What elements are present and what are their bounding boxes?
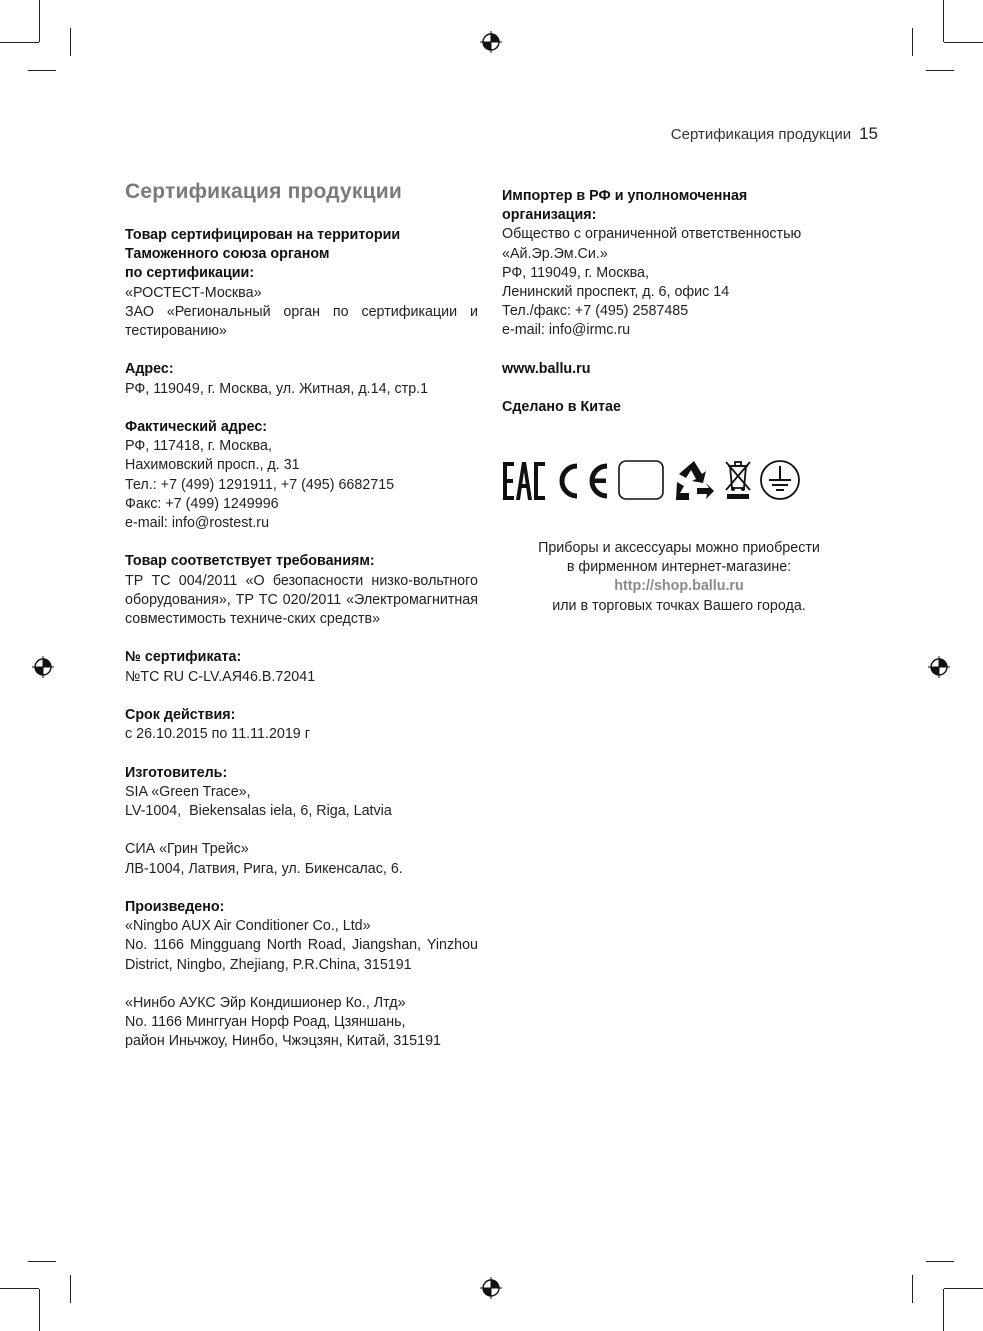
- text-line: No. 1166 Минггуан Норф Роад, Цзяншань,: [125, 1014, 406, 1031]
- text-paragraph: ЗАО «Региональный орган по сертификации и тестированию»: [125, 303, 478, 340]
- text-line: e-mail: info@irmc.ru: [502, 322, 631, 339]
- made-in-label: Сделано в Китае: [502, 399, 621, 416]
- crop-mark: [912, 1275, 913, 1303]
- text-line: РФ, 117418, г. Москва,: [125, 438, 272, 455]
- text-line: район Иньчжоу, Нинбо, Чжэцзян, Китай, 315191: [125, 1033, 441, 1050]
- importer-section: [502, 187, 852, 341]
- eac-mark: [502, 458, 546, 502]
- produced-ru-section: [125, 994, 478, 1052]
- text-line: Приборы и аксессуары можно приобрести: [538, 540, 820, 556]
- crop-mark: [28, 1261, 56, 1262]
- weee-bin-icon: [722, 458, 754, 502]
- certified-section: [125, 226, 478, 341]
- section-heading: Адрес:: [125, 361, 174, 378]
- crop-mark: [0, 42, 39, 43]
- text-line: e-mail: info@rostest.ru: [125, 515, 270, 532]
- text-line: «Нинбо АУКС Эйр Кондишионер Ко., Лтд»: [125, 994, 406, 1011]
- ground-icon: [758, 458, 802, 502]
- crop-mark: [39, 0, 40, 42]
- text-line: «Ай.Эр.Эм.Си.»: [502, 245, 608, 262]
- shop-url-link[interactable]: http://shop.ballu.ru: [614, 578, 744, 595]
- ce-mark: [552, 458, 612, 502]
- crop-mark: [39, 1289, 40, 1331]
- section-heading: Таможенного союза органом: [125, 246, 330, 263]
- website-link[interactable]: www.ballu.ru: [502, 360, 591, 377]
- text-line: «РОСТЕСТ-Москва»: [125, 284, 262, 301]
- section-heading: № сертификата:: [125, 649, 242, 666]
- text-line: Общество с ограниченной ответственностью: [502, 226, 802, 243]
- crop-mark: [912, 28, 913, 56]
- section-heading: Импортер в РФ и уполномоченная: [502, 188, 748, 204]
- section-heading: Срок действия:: [125, 707, 236, 723]
- text-line: ЛВ-1004, Латвия, Рига, ул. Бикенсалас, 6.: [125, 860, 403, 877]
- text-line: Нахимовский просп., д. 31: [125, 457, 300, 474]
- crop-mark: [70, 28, 71, 56]
- produced-section: [125, 898, 478, 975]
- section-heading: Фактический адрес:: [125, 419, 268, 435]
- left-column: [125, 226, 478, 1071]
- crop-mark: [926, 70, 954, 71]
- text-line: или в торговых точках Вашего города.: [552, 597, 806, 614]
- crop-mark: [944, 42, 983, 43]
- requirements-section: [125, 552, 478, 629]
- text-line: РФ, 119049, г. Москва,: [502, 264, 649, 281]
- crop-mark: [943, 1289, 944, 1331]
- registration-mark-icon: [480, 31, 502, 53]
- crop-mark: [926, 1261, 954, 1262]
- text-line: «Ningbo AUX Air Conditioner Co., Ltd»: [125, 918, 371, 935]
- crop-mark: [0, 1288, 39, 1289]
- section-heading: Товар сертифицирован на территории: [125, 227, 401, 243]
- registration-mark-icon: [32, 656, 54, 678]
- text-line: №ТС RU C-LV.АЯ46.В.72041: [125, 668, 316, 685]
- manufacturer-section: [125, 764, 478, 822]
- registration-mark-icon: [480, 1277, 502, 1299]
- text-line: РФ, 119049, г. Москва, ул. Житная, д.14, стр.1: [125, 380, 429, 397]
- actual-address-section: [125, 418, 478, 533]
- certificate-section: [125, 648, 478, 686]
- text-line: с 26.10.2015 по 11.11.2019 г: [125, 726, 310, 743]
- text-paragraph: No. 1166 Mingguang North Road, Jiangshan, Yinzhou District, Ningbo, Zhejiang, P.R.China, 315191: [125, 937, 478, 973]
- address-section: [125, 360, 478, 398]
- recycle-icon: [672, 458, 716, 502]
- text-line: в фирменном интернет-магазине:: [566, 559, 792, 576]
- section-heading: Изготовитель:: [125, 764, 228, 781]
- text-line: Факс: +7 (499) 1249996: [125, 495, 279, 512]
- text-line: Тел.: +7 (499) 1291911, +7 (495) 6682715: [125, 476, 395, 493]
- blank-mark: [617, 458, 665, 502]
- crop-mark: [943, 0, 944, 42]
- crop-mark: [944, 1288, 983, 1289]
- validity-section: [125, 706, 478, 744]
- section-heading: по сертификации:: [125, 265, 255, 282]
- text-paragraph: ТР ТС 004/2011 «О безопасности низко-вольтного оборудования», ТР ТС 020/2011 «Электромагнитная совместимость техниче-ских средств»: [125, 572, 478, 628]
- section-heading: организация:: [502, 207, 597, 224]
- certification-marks: [502, 458, 802, 502]
- crop-mark: [28, 70, 56, 71]
- text-line: СИА «Грин Трейс»: [125, 841, 249, 858]
- running-header: [560, 124, 878, 144]
- manufacturer-ru-section: [125, 840, 478, 878]
- shop-note: [500, 539, 858, 616]
- page-number: 15: [859, 124, 878, 143]
- registration-mark-icon: [928, 656, 950, 678]
- text-line: LV-1004, Biekensalas iela, 6, Riga, Latvia: [125, 803, 392, 819]
- page-title: Сертификация продукции: [125, 180, 402, 203]
- text-line: SIA «Green Trace»,: [125, 783, 251, 800]
- section-heading: Товар соответствует требованиям:: [125, 553, 375, 570]
- section-heading: Произведено:: [125, 898, 225, 915]
- text-line: Ленинский проспект, д. 6, офис 14: [502, 284, 730, 301]
- text-line: Тел./факс: +7 (495) 2587485: [502, 303, 689, 320]
- header-section-title: Сертификация продукции: [670, 126, 852, 143]
- crop-mark: [70, 1275, 71, 1303]
- right-column: [502, 187, 852, 437]
